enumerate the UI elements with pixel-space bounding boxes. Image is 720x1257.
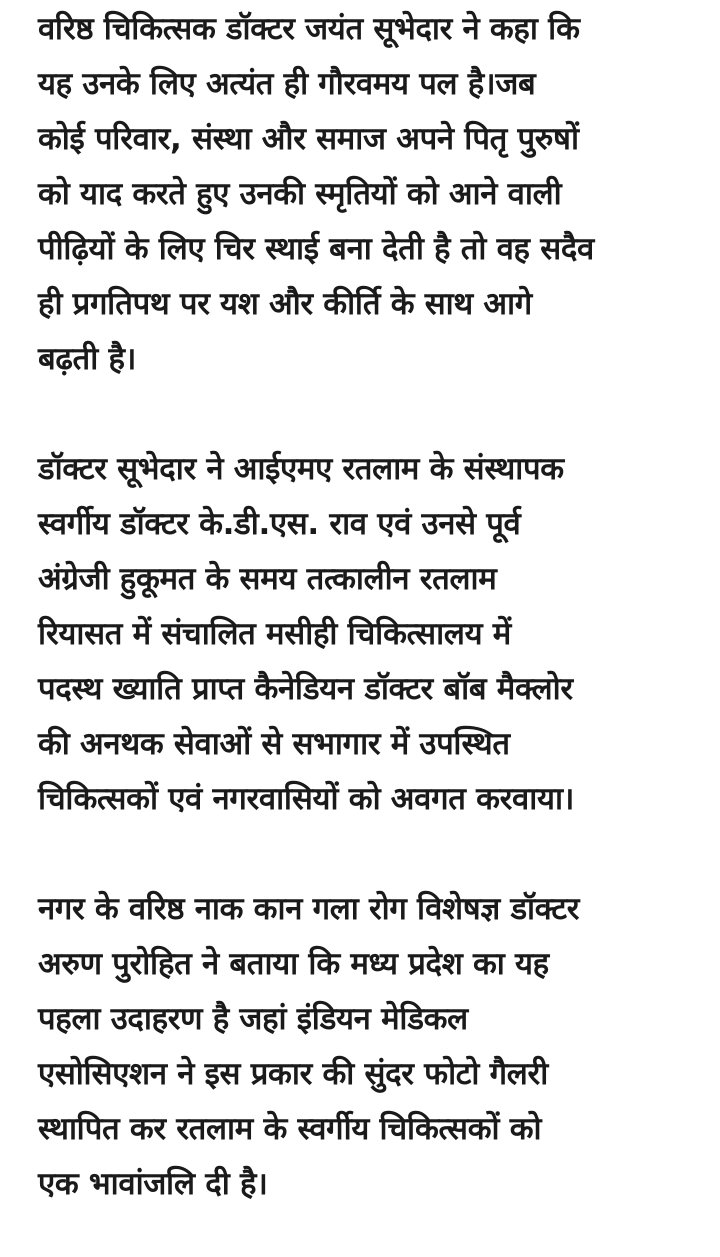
text-line: वरिष्ठ चिकित्सक डॉक्टर जयंत सूभेदार ने कहा कि	[38, 11, 580, 47]
paragraph-1	[38, 2, 698, 387]
text-line: कोई परिवार, संस्था और समाज अपने पितृ पुरुषों	[38, 121, 579, 157]
text-line: एक भावांजलि दी है।	[38, 1166, 268, 1202]
text-line: बढ़ती है।	[38, 341, 137, 377]
text-line: यह उनके लिए अत्यंत ही गौरवमय पल है।जब	[38, 66, 536, 102]
text-line: एसोसिएशन ने इस प्रकार की सुंदर फोटो गैलरी	[38, 1056, 548, 1092]
text-line: पीढ़ियों के लिए चिर स्थाई बना देती है तो वह सदैव	[38, 231, 594, 267]
text-line: अरुण पुरोहित ने बताया कि मध्य प्रदेश का यह	[38, 946, 549, 982]
text-line: डॉक्टर सूभेदार ने आईएमए रतलाम के संस्थापक	[38, 451, 564, 487]
text-line: ही प्रगतिपथ पर यश और कीर्ति के साथ आगे	[38, 286, 532, 322]
text-line: को याद करते हुए उनकी स्मृतियों को आने वाली	[38, 176, 562, 212]
text-line: नगर के वरिष्ठ नाक कान गला रोग विशेषज्ञ डॉक्टर	[38, 891, 580, 927]
text-line: पदस्थ ख्याति प्राप्त कैनेडियन डॉक्टर बॉब मैक्लोर	[38, 671, 573, 707]
text-line: रियासत में संचालित मसीही चिकित्सालय में	[38, 616, 511, 652]
paragraph-spacer	[38, 387, 698, 442]
text-line: पहला उदाहरण है जहां इंडियन मेडिकल	[38, 1001, 468, 1037]
text-line: स्वर्गीय डॉक्टर के.डी.एस. राव एवं उनसे पूर्व	[38, 506, 521, 542]
text-line: अंग्रेजी हुकूमत के समय तत्कालीन रतलाम	[38, 561, 497, 597]
paragraph-2	[38, 442, 698, 827]
text-line: चिकित्सकों एवं नगरवासियों को अवगत करवाया।	[38, 781, 575, 817]
text-line: स्थापित कर रतलाम के स्वर्गीय चिकित्सकों को	[38, 1111, 542, 1147]
paragraph-3	[38, 882, 698, 1212]
article-body	[38, 2, 698, 1212]
text-line: की अनथक सेवाओं से सभागार में उपस्थित	[38, 726, 510, 762]
paragraph-spacer	[38, 827, 698, 882]
